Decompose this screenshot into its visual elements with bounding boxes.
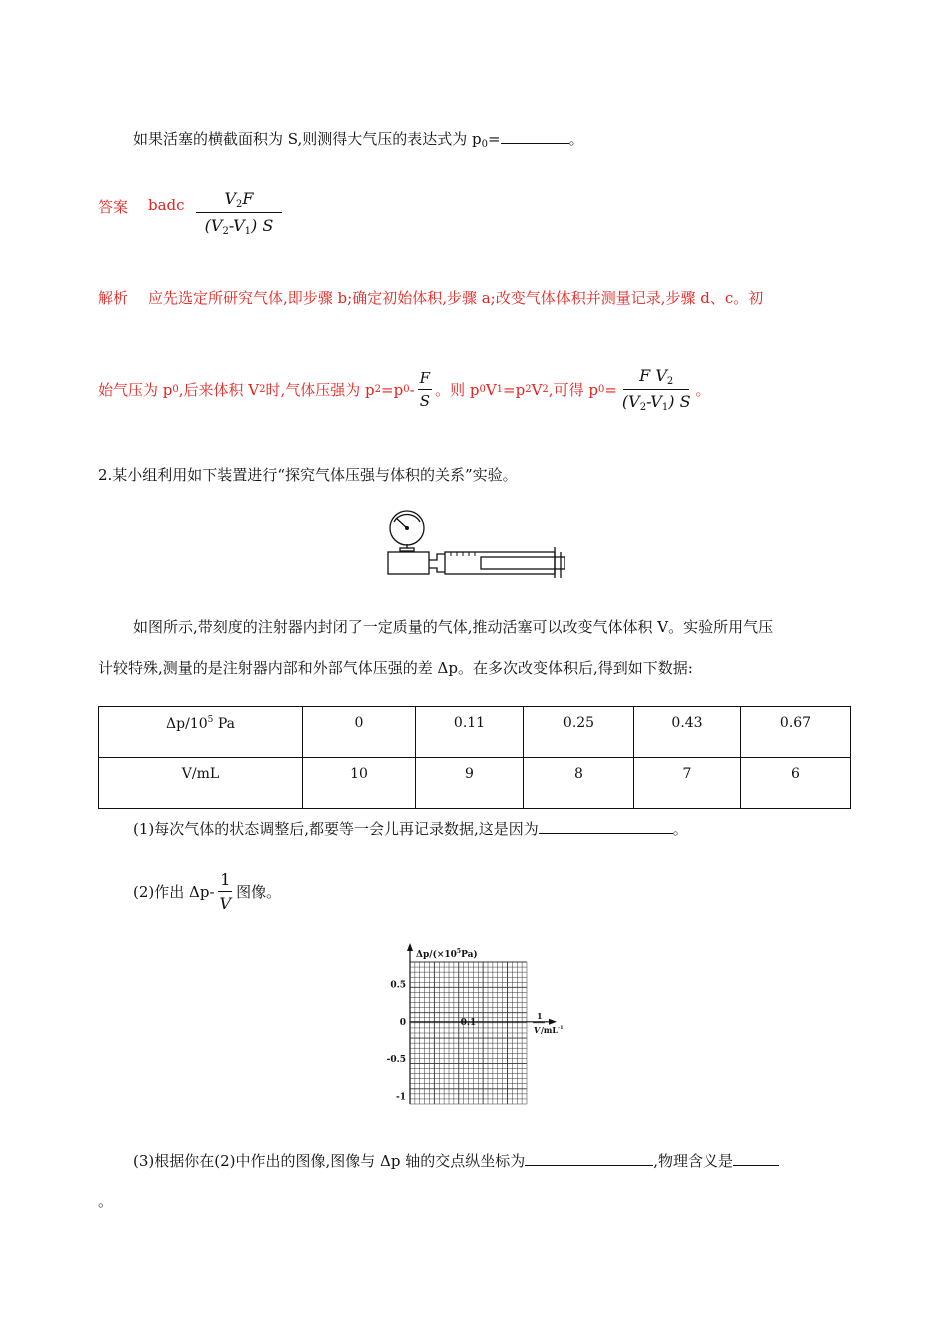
x-axis-label-num: 1 (537, 1010, 543, 1021)
answer-frac-den: $(V_2-V_1)$ S (204, 216, 274, 237)
q2-sub3-blank-b[interactable] (733, 1151, 779, 1166)
answer-fraction (196, 189, 282, 237)
gauge-base-box (388, 552, 429, 574)
y-tick-label: -0.5 (386, 1055, 406, 1066)
q1-answer-blank[interactable] (501, 129, 569, 144)
q2-sub2: (2)作出 Δp- $\frac{1}{V}$ 图像。 (133, 870, 282, 913)
q2-title: 2.某小组利用如下装置进行“探究气体压强与体积的关系”实验。 (98, 466, 518, 484)
syringe-apparatus-figure (385, 508, 565, 578)
y-axis-arrow (407, 943, 413, 951)
analysis-line2: 始气压为 p 0 ,后来体积 V 2 时,气体压强为 p 2 =p 0 - $\frac{F}{S}$ 。则 p 0 V 1 =p 2 V 2 ,可得 p 0 = $\frac{F V_2}{(V_2-V_1) S}$ 。 (98, 366, 711, 413)
q1-line: 如果活塞的横截面积为 S,则测得大气压的表达式为 $p_0=$ 。 (133, 130, 584, 150)
y-axis-label: $\Delta p/(\times 10^5Pa)$ (416, 948, 478, 960)
q2-sub3: (3)根据你在(2)中作出的图像,图像与 Δp 轴的交点纵坐标为 ,物理含义是 (133, 1150, 779, 1171)
table-header-delta-p: $\Delta p/10^5$ Pa (99, 707, 303, 758)
analysis-line1: 应先选定所研究气体,即步骤 b;确定初始体积,步骤 a;改变气体体积并测量记录,步骤 d、c。初 (148, 289, 764, 307)
q2-sub3-end: 。 (98, 1192, 114, 1210)
table-cell: 0 (303, 707, 416, 758)
x-axis-label-den: V (534, 1024, 541, 1035)
y-tick-label: 0.5 (390, 980, 406, 991)
table-cell: 7 (634, 758, 741, 809)
q2-sub3-blank-a[interactable] (525, 1151, 653, 1166)
syringe-barrel (445, 552, 555, 574)
q2-desc2: 计较特殊,测量的是注射器内部和外部气体压强的差 Δp。在多次改变体积后,得到如下数据: (98, 659, 693, 677)
answer-value: badc (148, 196, 185, 214)
table-cell: 0.43 (634, 707, 741, 758)
table-cell: 0.67 (741, 707, 851, 758)
answer-label: 答案 (98, 198, 129, 216)
q2-sub1: (1)每次气体的状态调整后,都要等一会儿再记录数据,这是因为 。 (133, 820, 688, 838)
syringe-plunger (481, 557, 565, 569)
x-tick-label: 0.1 (460, 1017, 477, 1028)
q2-desc1: 如图所示,带刻度的注射器内封闭了一定质量的气体,推动活塞可以改变气体体积 V。实验所用气压 (133, 618, 774, 636)
analysis-label: 解析 (98, 289, 129, 307)
table-cell: 10 (303, 758, 416, 809)
table-cell: 6 (741, 758, 851, 809)
answer-frac-num: $V_2F$ (196, 189, 282, 213)
delta-p-vs-inverse-v-grid (355, 938, 585, 1110)
table-row (99, 758, 851, 809)
analysis-frac-f-s: $\frac{F}{S}$ (419, 369, 431, 410)
q2-sub1-blank[interactable] (539, 819, 673, 834)
data-table (98, 706, 851, 809)
table-header-volume: V/mL (99, 758, 303, 809)
table-cell: 9 (416, 758, 524, 809)
q2-sub2-frac: $\frac{1}{V}$ (219, 870, 232, 913)
table-cell: 0.11 (416, 707, 524, 758)
table-cell: 0.25 (524, 707, 634, 758)
y-tick-label: 0 (399, 1017, 406, 1028)
y-tick-label: -1 (396, 1092, 406, 1103)
analysis-frac-result: $\frac{F V_2}{(V_2-V_1) S}$ (621, 366, 691, 413)
table-cell: 8 (524, 758, 634, 809)
table-row (99, 707, 851, 758)
x-axis-label-unit: $/mL^{-1}$ (541, 1024, 564, 1035)
